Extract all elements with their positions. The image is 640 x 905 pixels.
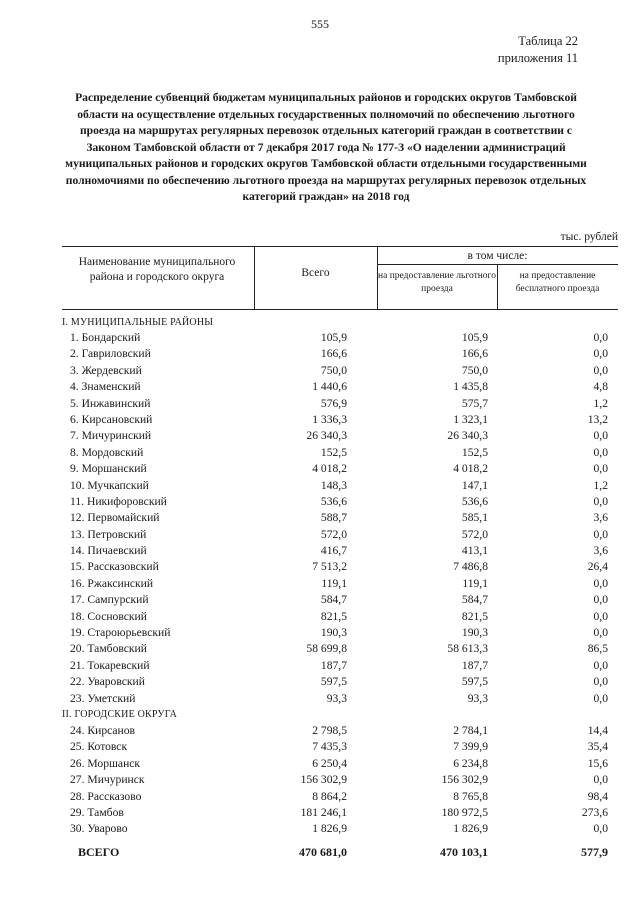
table-row — [62, 543, 618, 559]
row-total: 4 018,2 — [312, 462, 347, 476]
row-total: 584,7 — [320, 593, 347, 607]
units-label: тыс. рублей — [560, 231, 618, 243]
table-row — [62, 641, 618, 657]
row-name: 9. Моршанский — [70, 462, 147, 476]
row-privileged: 147,1 — [461, 478, 488, 492]
header-privileged-travel: на предоставление льготного проезда — [378, 271, 496, 294]
row-name: 29. Тамбов — [70, 805, 124, 819]
row-free: 26,4 — [587, 560, 608, 574]
row-name: 12. Первомайский — [70, 511, 160, 525]
row-name: 26. Моршанск — [70, 756, 141, 770]
row-free: 15,6 — [587, 756, 608, 770]
header-total: Всего — [301, 267, 330, 279]
row-name: 7. Мичуринский — [70, 429, 152, 443]
table-row — [62, 739, 618, 755]
row-free: 35,4 — [587, 740, 608, 754]
row-total: 181 246,1 — [300, 805, 347, 819]
table-header — [62, 246, 618, 310]
total-free-sum: 577,9 — [581, 844, 608, 859]
row-name: 8. Мордовский — [70, 445, 144, 459]
row-total: 8 864,2 — [312, 789, 347, 803]
table-row — [62, 625, 618, 641]
row-privileged: 585,1 — [461, 511, 488, 525]
document-title: Распределение субвенций бюджетам муниципальных районов и городских округов Тамбовской области на осуществление отдельных государственных полномочий по обеспечению льготного проезда на маршрутах регулярных перевозок отдельных категорий граждан в соответствии с Законом Тамбовской области от 7 декабря 2017 года № 177-З «О наделении администраций муниципальных районов и городских округов Тамбовской области отдельными государственными полномочиями по обеспечению льготного проезда на маршрутах регулярных перевозок отдельных категорий граждан» на 2018 год — [65, 91, 587, 203]
row-privileged: 58 613,3 — [447, 642, 488, 656]
row-free: 0,0 — [593, 626, 608, 640]
row-free: 0,0 — [593, 429, 608, 443]
table-row — [62, 576, 618, 592]
row-total: 190,3 — [320, 626, 347, 640]
row-privileged: 7 399,9 — [453, 740, 488, 754]
row-total: 576,9 — [320, 396, 347, 410]
row-total: 2 798,5 — [312, 723, 347, 737]
row-name: 18. Сосновский — [70, 609, 147, 623]
row-total: 1 336,3 — [312, 412, 347, 426]
row-name: 19. Староюрьевский — [70, 626, 171, 640]
row-name: 16. Ржаксинский — [70, 576, 154, 590]
table-row — [62, 527, 618, 543]
row-total: 597,5 — [320, 675, 347, 689]
row-total: 821,5 — [320, 609, 347, 623]
table-ref-line1: Таблица 22 — [518, 34, 578, 48]
row-free: 3,6 — [593, 511, 608, 525]
row-privileged: 1 435,8 — [453, 380, 488, 394]
row-total: 416,7 — [320, 544, 347, 558]
table-row — [62, 379, 618, 395]
table-row — [62, 396, 618, 412]
row-privileged: 536,6 — [461, 494, 488, 508]
row-privileged: 572,0 — [461, 527, 488, 541]
table-row — [62, 772, 618, 788]
header-subdivider — [377, 264, 618, 265]
row-privileged: 119,1 — [462, 576, 488, 590]
table-reference — [498, 33, 578, 67]
row-privileged: 156 302,9 — [441, 773, 488, 787]
row-total: 588,7 — [320, 511, 347, 525]
table-row — [62, 658, 618, 674]
row-privileged: 750,0 — [461, 363, 488, 377]
row-privileged: 584,7 — [461, 593, 488, 607]
row-name: 22. Уваровский — [70, 675, 145, 689]
row-name: 10. Мучкапский — [70, 478, 149, 492]
row-privileged: 597,5 — [461, 675, 488, 689]
row-name: 30. Уварово — [70, 822, 128, 836]
table-row — [62, 756, 618, 772]
row-privileged: 93,3 — [467, 691, 488, 705]
row-name: 3. Жердевский — [70, 363, 142, 377]
row-free: 273,6 — [581, 805, 608, 819]
row-privileged: 105,9 — [461, 331, 488, 344]
row-total: 536,6 — [320, 494, 347, 508]
row-name: 23. Уметский — [70, 691, 136, 705]
table-row — [62, 346, 618, 362]
table-row — [62, 428, 618, 444]
row-free: 0,0 — [593, 675, 608, 689]
row-total: 1 826,9 — [312, 822, 347, 836]
row-name: 24. Кирсанов — [70, 723, 136, 737]
header-free-travel: на предоставление бесплатного проезда — [515, 271, 600, 294]
row-free: 0,0 — [593, 609, 608, 623]
row-free: 0,0 — [593, 658, 608, 672]
table-row — [62, 494, 618, 510]
row-name: 20. Тамбовский — [70, 642, 147, 656]
row-free: 0,0 — [593, 363, 608, 377]
row-total: 119,1 — [321, 576, 347, 590]
table-row — [62, 445, 618, 461]
row-free: 14,4 — [587, 723, 608, 737]
row-name: 13. Петровский — [70, 527, 147, 541]
header-including: в том числе: — [467, 250, 528, 262]
table-row — [62, 559, 618, 575]
row-name: 17. Сампурский — [70, 593, 149, 607]
row-total: 152,5 — [320, 445, 347, 459]
table-row — [62, 363, 618, 379]
table-row — [62, 510, 618, 526]
row-total: 1 440,6 — [312, 380, 347, 394]
row-privileged: 413,1 — [461, 544, 488, 558]
row-free: 0,0 — [593, 576, 608, 590]
row-name: 11. Никифоровский — [70, 494, 167, 508]
section-title-city-districts: II. ГОРОДСКИЕ ОКРУГА — [62, 708, 178, 720]
row-free: 0,0 — [593, 593, 608, 607]
row-privileged: 4 018,2 — [453, 462, 488, 476]
row-free: 0,0 — [593, 331, 608, 344]
section-title-districts: I. МУНИЦИПАЛЬНЫЕ РАЙОНЫ — [62, 317, 214, 328]
table-row — [62, 412, 618, 428]
total-privileged-sum: 470 103,1 — [440, 844, 488, 859]
page-number: 555 — [311, 17, 329, 31]
row-privileged: 152,5 — [461, 445, 488, 459]
row-free: 86,5 — [587, 642, 608, 656]
row-privileged: 26 340,3 — [447, 429, 488, 443]
table-row — [62, 674, 618, 690]
row-free: 13,2 — [587, 412, 608, 426]
table-row — [62, 805, 618, 821]
row-total: 156 302,9 — [300, 773, 347, 787]
table-row — [62, 592, 618, 608]
row-name: 6. Кирсановский — [70, 412, 153, 426]
table-row — [62, 723, 618, 739]
row-free: 98,4 — [587, 789, 608, 803]
row-name: 2. Гавриловский — [70, 347, 151, 361]
row-free: 0,0 — [593, 691, 608, 705]
table-row — [62, 789, 618, 805]
row-free: 1,2 — [593, 396, 608, 410]
total-label: ВСЕГО — [78, 844, 120, 859]
districts-rows — [62, 330, 618, 707]
row-total: 58 699,8 — [306, 642, 347, 656]
data-table — [62, 246, 618, 860]
row-name: 25. Котовск — [70, 740, 128, 754]
row-free: 3,6 — [593, 544, 608, 558]
row-name: 28. Рассказово — [70, 789, 142, 803]
row-total: 26 340,3 — [306, 429, 347, 443]
row-free: 0,0 — [593, 462, 608, 476]
row-free: 0,0 — [593, 445, 608, 459]
row-total: 6 250,4 — [312, 756, 347, 770]
row-name: 1. Бондарский — [70, 331, 141, 344]
row-privileged: 190,3 — [461, 626, 488, 640]
row-name: 27. Мичуринск — [70, 773, 145, 787]
table-row — [62, 330, 618, 346]
row-privileged: 7 486,8 — [453, 560, 488, 574]
row-free: 0,0 — [593, 347, 608, 361]
row-privileged: 6 234,8 — [453, 756, 488, 770]
row-privileged: 1 826,9 — [453, 822, 488, 836]
header-name: Наименование муниципального района и городского округа — [78, 256, 236, 283]
row-total: 187,7 — [320, 658, 347, 672]
row-free: 0,0 — [593, 527, 608, 541]
row-name: 5. Инжавинский — [70, 396, 151, 410]
row-total: 750,0 — [320, 363, 347, 377]
row-free: 0,0 — [593, 773, 608, 787]
row-free: 1,2 — [593, 478, 608, 492]
row-name: 21. Токаревский — [70, 658, 150, 672]
row-privileged: 187,7 — [461, 658, 488, 672]
city-districts-rows — [62, 723, 618, 838]
total-sum: 470 681,0 — [299, 844, 347, 859]
table-ref-line2: приложения 11 — [497, 51, 578, 65]
row-total: 7 513,2 — [312, 560, 347, 574]
row-privileged: 180 972,5 — [441, 805, 488, 819]
row-total: 7 435,3 — [312, 740, 347, 754]
total-row — [62, 844, 618, 860]
row-privileged: 1 323,1 — [453, 412, 488, 426]
row-name: 15. Рассказовский — [70, 560, 159, 574]
row-free: 4,8 — [593, 380, 608, 394]
row-privileged: 166,6 — [461, 347, 488, 361]
table-row — [62, 461, 618, 477]
row-privileged: 575,7 — [461, 396, 488, 410]
table-row — [62, 609, 618, 625]
row-name: 4. Знаменский — [70, 380, 141, 394]
table-row — [62, 691, 618, 707]
row-name: 14. Пичаевский — [70, 544, 147, 558]
row-privileged: 8 765,8 — [453, 789, 488, 803]
row-free: 0,0 — [593, 822, 608, 836]
row-free: 0,0 — [593, 494, 608, 508]
row-privileged: 2 784,1 — [453, 723, 488, 737]
row-total: 572,0 — [320, 527, 347, 541]
row-total: 93,3 — [326, 691, 347, 705]
table-row — [62, 821, 618, 837]
row-total: 166,6 — [320, 347, 347, 361]
table-row — [62, 478, 618, 494]
row-total: 148,3 — [320, 478, 347, 492]
row-total: 105,9 — [320, 331, 347, 344]
row-privileged: 821,5 — [461, 609, 488, 623]
